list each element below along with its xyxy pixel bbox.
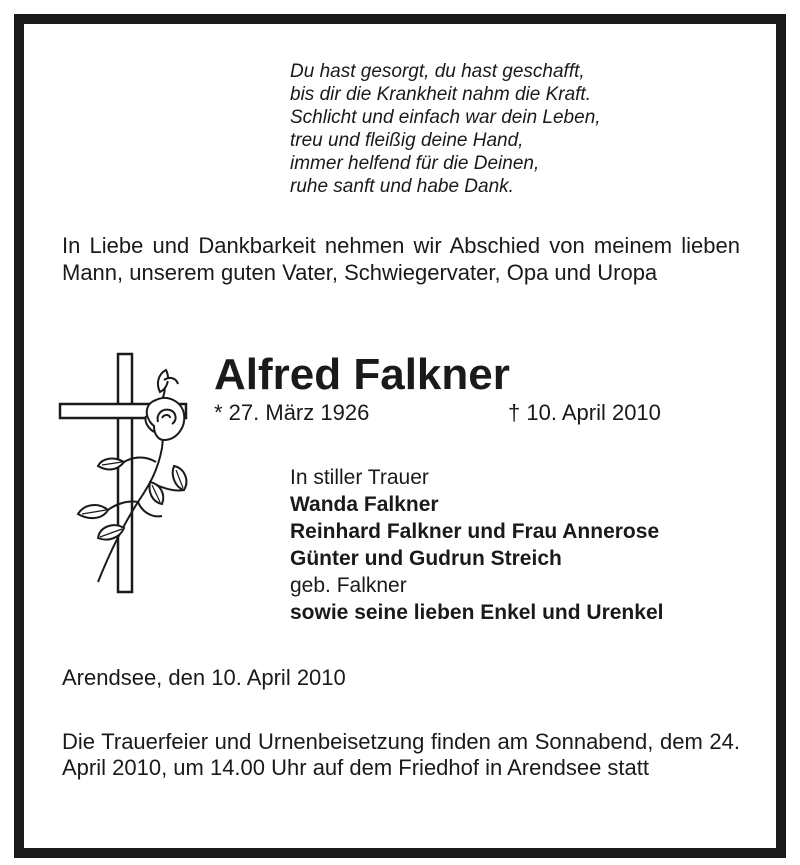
cross-with-rose-icon [58, 352, 192, 594]
death-date: † 10. April 2010 [508, 400, 661, 425]
poem-line-6: ruhe sanft und habe Dank. [290, 176, 514, 197]
mourner-line: Reinhard Falkner und Frau Annerose [290, 520, 660, 543]
mourner-line: Günter und Gudrun Streich [290, 547, 562, 570]
mourners-block [290, 464, 750, 626]
place-and-date: Arendsee, den 10. April 2010 [62, 665, 346, 690]
poem [290, 60, 710, 198]
poem-line-5: immer helfend für die Deinen, [290, 153, 540, 174]
poem-line-1: Du hast gesorgt, du hast geschafft, [290, 61, 585, 82]
obituary-frame [14, 14, 786, 858]
mourner-line: sowie seine lieben Enkel und Urenkel [290, 601, 664, 624]
birth-date: * 27. März 1926 [214, 400, 370, 425]
ceremony-notice: Die Trauerfeier und Urnenbeisetzung finden am Sonnabend, dem 24. April 2010, um 14.00 Uhr auf dem Friedhof in Arendsee statt [62, 729, 740, 780]
mourners-heading: In stiller Trauer [290, 466, 429, 489]
mourner-line: geb. Falkner [290, 574, 407, 597]
deceased-name: Alfred Falkner [214, 350, 510, 399]
mourner-line: Wanda Falkner [290, 493, 439, 516]
obituary-content [24, 24, 776, 848]
intro-text: In Liebe und Dankbarkeit nehmen wir Abschied von meinem lieben Mann, unserem guten Vater, Schwiegervater, Opa und Uropa [62, 233, 740, 285]
poem-line-4: treu und fleißig deine Hand, [290, 130, 524, 151]
poem-line-3: Schlicht und einfach war dein Leben, [290, 107, 601, 128]
poem-line-2: bis dir die Krankheit nahm die Kraft. [290, 84, 591, 105]
